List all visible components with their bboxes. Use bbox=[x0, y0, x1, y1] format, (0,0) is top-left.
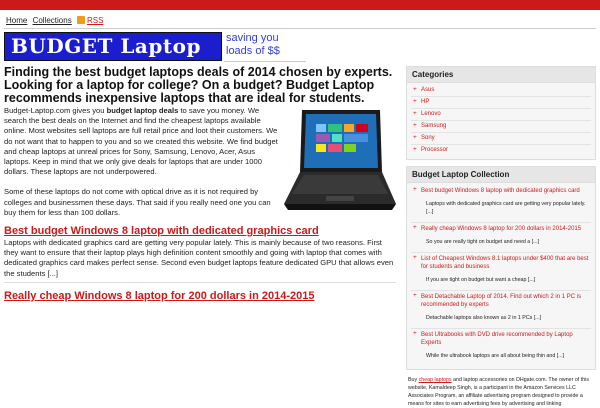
rss-icon[interactable] bbox=[77, 16, 85, 24]
post-title-link[interactable]: Best budget Windows 8 laptop with dedicated graphics card bbox=[4, 225, 319, 238]
category-link[interactable]: + Processor bbox=[411, 145, 591, 156]
collection-widget bbox=[406, 166, 596, 370]
nav-rss-link[interactable]: RSS bbox=[86, 16, 104, 25]
main-content bbox=[4, 66, 396, 303]
collection-link[interactable]: List of Cheapest Windows 8.1 laptops under $400 that are best for students and business bbox=[421, 256, 589, 270]
top-red-bar bbox=[0, 0, 600, 10]
nav-divider bbox=[4, 28, 596, 29]
collection-link[interactable]: Really cheap Windows 8 laptop for 200 dollars in 2014-2015 bbox=[421, 226, 582, 232]
intro-text-rest: to save you money. We search the best deals on the Internet and find the cheapest laptops available online. Most websites sell laptops are full retail price and loot their customers. We do not want that to happen to you and so we created this website. We find budget and cheap laptops at unreal prices for Sony, Samsung, Lenovo, Acer, Asus laptops. Keep in mind that we only give deals for laptops that are under 1000 dollars. These laptops are not underpowered. bbox=[4, 106, 278, 177]
disclaimer-start: Buy bbox=[408, 377, 419, 383]
collection-link[interactable]: Best budget Windows 8 laptop with dedicated graphics card bbox=[421, 188, 580, 194]
intro-paragraph-2: Some of these laptops do not come with optical drive as it is not required by colleges and businessmen these days. That said if you really need one you can buy them for less than 100 dollars. bbox=[4, 187, 271, 217]
collection-desc: While the ultrabook laptops are all about being thin and [...] bbox=[426, 353, 565, 359]
collection-item bbox=[411, 329, 591, 366]
collection-item bbox=[411, 223, 591, 253]
collection-link[interactable]: Best Detachable Laptop of 2014. Find out which 2 in 1 PC is recommended by experts bbox=[421, 294, 582, 308]
disclaimer-rest: and laptop accessories on DHgate.com. The owner of this website, Kamaldeep Singh, is a participant in the Amazon Services LLC Associates Program, an affiliate advertising program designed to provide a means for sites to earn advertising fees by advertising and linking bbox=[408, 377, 589, 407]
nav-home-link[interactable]: Home bbox=[6, 16, 28, 25]
collection-desc: If you are tight on budget but want a cheap [...] bbox=[426, 277, 536, 283]
collection-desc: So you are really tight on budget and need a [...] bbox=[426, 239, 540, 245]
collection-heading: Budget Laptop Collection bbox=[407, 167, 595, 183]
post-divider bbox=[4, 282, 396, 283]
categories-widget bbox=[406, 66, 596, 160]
category-link[interactable]: + Sony bbox=[411, 133, 591, 145]
cheap-laptops-link[interactable]: cheap laptops bbox=[418, 377, 452, 383]
collection-link[interactable]: Best Ultrabooks with DVD drive recommended by Laptop Experts bbox=[421, 332, 573, 346]
post-title-link-2[interactable]: Really cheap Windows 8 laptop for 200 dollars in 2014-2015 bbox=[4, 289, 315, 302]
collection-item bbox=[411, 253, 591, 291]
site-tagline: saving you loads of $$ bbox=[224, 32, 306, 62]
category-link[interactable]: + HP bbox=[411, 97, 591, 109]
categories-heading: Categories bbox=[407, 67, 595, 83]
top-nav bbox=[6, 16, 106, 25]
site-logo[interactable]: BUDGET Laptop bbox=[4, 32, 222, 61]
category-link[interactable]: + Samsung bbox=[411, 121, 591, 133]
intro-bold-phrase: budget laptop deals bbox=[106, 106, 179, 115]
intro-paragraph bbox=[4, 106, 396, 177]
category-link[interactable]: + Asus bbox=[411, 85, 591, 97]
post-excerpt: Laptops with dedicated graphics card are getting very popular lately. This is mainly because of two reasons. First they want to ensure that their laptop plays high definition content smoothly and going with laptop that comes with dedicated graphics card makes perfect sense. Second even budget laptops feature dedicated GPU that allows even the students [...] bbox=[4, 238, 394, 278]
collection-item bbox=[411, 291, 591, 329]
nav-collections-link[interactable]: Collections bbox=[32, 16, 72, 25]
laptop-image bbox=[284, 108, 396, 214]
collection-desc: Detachable laptops also known as 2 in 1 PCs [...] bbox=[426, 315, 542, 321]
sidebar bbox=[406, 66, 596, 408]
page-title: Finding the best budget laptops deals of 2014 chosen by experts. Looking for a laptop for college? On a budget? Budget Laptop recommends inexpensive laptops that are ideal for students. bbox=[4, 65, 393, 105]
collection-desc: Laptops with dedicated graphics card are getting very popular lately. [...] bbox=[426, 201, 586, 215]
category-link[interactable]: + Lenovo bbox=[411, 109, 591, 121]
affiliate-disclaimer bbox=[406, 376, 596, 408]
collection-item bbox=[411, 185, 591, 223]
intro-text-start: Budget-Laptop.com gives you bbox=[4, 106, 107, 115]
